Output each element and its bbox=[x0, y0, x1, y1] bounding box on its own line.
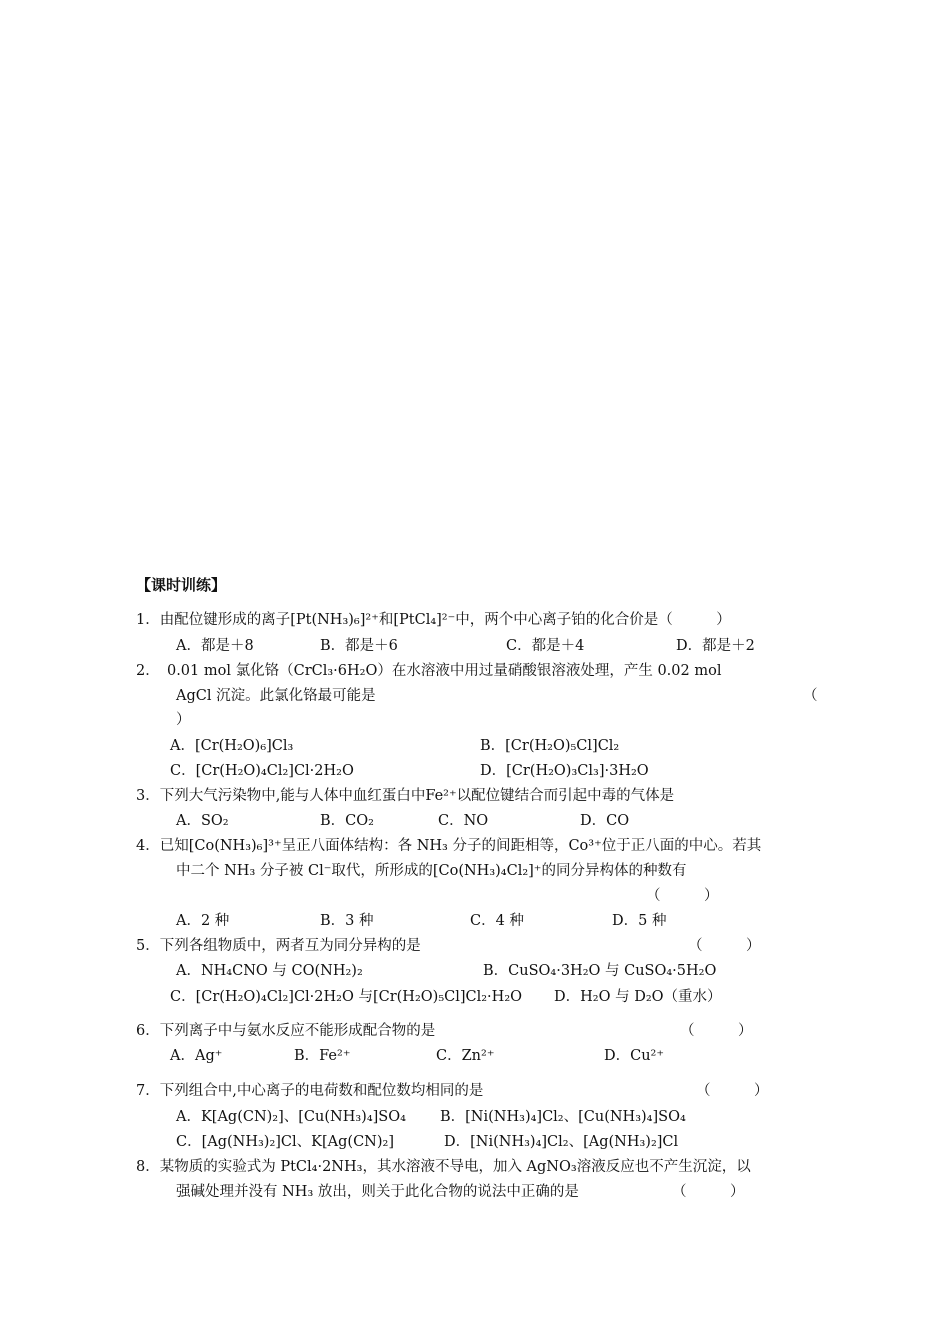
q5-option-c: C．[Cr(H₂O)₄Cl₂]Cl·2H₂O 与[Cr(H₂O)₅Cl]Cl₂·H₂O bbox=[170, 989, 523, 1005]
q2-option-a: A．[Cr(H₂O)₆]Cl₃ bbox=[170, 738, 294, 754]
q6-option-c: C．Zn²⁺ bbox=[436, 1048, 495, 1064]
q2-option-c: C．[Cr(H₂O)₄Cl₂]Cl·2H₂O bbox=[170, 763, 354, 779]
q3-option-a: A．SO₂ bbox=[176, 813, 229, 829]
question-4-stem-cont: 中二个 NH₃ 分子被 Cl⁻取代，所形成的[Co(NH₃)₄Cl₂]⁺的同分异构体的种数有 bbox=[176, 863, 687, 879]
question-5-answer-bracket: （ ） bbox=[688, 938, 761, 954]
question-7-stem: 7．下列组合中,中心离子的电荷数和配位数均相同的是 bbox=[136, 1083, 484, 1099]
question-3-stem: 3．下列大气污染物中,能与人体中血红蛋白中Fe²⁺以配位键结合而引起中毒的气体是 bbox=[136, 788, 675, 804]
q1-option-c: C．都是＋4 bbox=[506, 638, 585, 654]
q3-option-d: D．CO bbox=[580, 813, 630, 829]
q4-option-d: D．5 种 bbox=[612, 913, 667, 929]
q1-option-d: D．都是＋2 bbox=[676, 638, 755, 654]
question-4-stem: 4．已知[Co(NH₃)₆]³⁺呈正八面体结构：各 NH₃ 分子的间距相等，Co³⁺位于正八面的中心。若其 bbox=[136, 838, 762, 854]
q2-option-b: B．[Cr(H₂O)₅Cl]Cl₂ bbox=[480, 738, 620, 754]
q7-option-b: B．[Ni(NH₃)₄]Cl₂、[Cu(NH₃)₄]SO₄ bbox=[440, 1109, 686, 1125]
q4-option-a: A．2 种 bbox=[176, 913, 230, 929]
question-5-stem: 5．下列各组物质中，两者互为同分异构的是 bbox=[136, 938, 421, 954]
q6-option-d: D．Cu²⁺ bbox=[604, 1048, 665, 1064]
question-1-stem: 1．由配位键形成的离子[Pt(NH₃)₆]²⁺和[PtCl₄]²⁻中，两个中心离子铂的化合价是（ ） bbox=[136, 612, 731, 628]
q4-option-b: B．3 种 bbox=[320, 913, 374, 929]
q6-option-b: B．Fe²⁺ bbox=[294, 1048, 351, 1064]
q7-option-d: D．[Ni(NH₃)₄]Cl₂、[Ag(NH₃)₂]Cl bbox=[444, 1134, 679, 1150]
q3-option-b: B．CO₂ bbox=[320, 813, 374, 829]
question-4-answer-bracket: （ ） bbox=[646, 888, 719, 904]
q7-option-a: A．K[Ag(CN)₂]、[Cu(NH₃)₄]SO₄ bbox=[176, 1109, 406, 1125]
q1-option-a: A．都是＋8 bbox=[176, 638, 254, 654]
q5-option-d: D．H₂O 与 D₂O（重水） bbox=[554, 989, 722, 1005]
q6-option-a: A．Ag⁺ bbox=[170, 1048, 223, 1064]
question-8-stem: 8．某物质的实验式为 PtCl₄·2NH₃，其水溶液不导电，加入 AgNO₃溶液反应也不产生沉淀，以 bbox=[136, 1159, 751, 1175]
question-2-stem: 2． 0.01 mol 氯化铬（CrCl₃·6H₂O）在水溶液中用过量硝酸银溶液处理，产生 0.02 mol bbox=[136, 663, 722, 679]
question-2-stem-cont: AgCl 沉淀。此氯化铬最可能是 bbox=[176, 688, 376, 704]
q5-option-b: B．CuSO₄·3H₂O 与 CuSO₄·5H₂O bbox=[483, 963, 717, 979]
q2-option-d: D．[Cr(H₂O)₃Cl₃]·3H₂O bbox=[480, 763, 649, 779]
q4-option-c: C．4 种 bbox=[470, 913, 524, 929]
question-8-answer-bracket: （ ） bbox=[672, 1184, 745, 1200]
q5-option-a: A．NH₄CNO 与 CO(NH₂)₂ bbox=[176, 963, 363, 979]
q7-option-c: C．[Ag(NH₃)₂]Cl、K[Ag(CN)₂] bbox=[176, 1134, 394, 1150]
question-8-stem-cont: 强碱处理并没有 NH₃ 放出，则关于此化合物的说法中正确的是 bbox=[176, 1184, 579, 1200]
question-2-bracket-open: （ bbox=[803, 688, 818, 704]
question-6-stem: 6．下列离子中与氨水反应不能形成配合物的是 bbox=[136, 1023, 436, 1039]
q1-option-b: B．都是＋6 bbox=[320, 638, 398, 654]
section-title: 【课时训练】 bbox=[136, 576, 227, 594]
question-6-answer-bracket: （ ） bbox=[680, 1023, 753, 1039]
q3-option-c: C．NO bbox=[438, 813, 489, 829]
question-2-bracket-close: ） bbox=[176, 712, 191, 728]
question-7-answer-bracket: （ ） bbox=[696, 1083, 769, 1099]
